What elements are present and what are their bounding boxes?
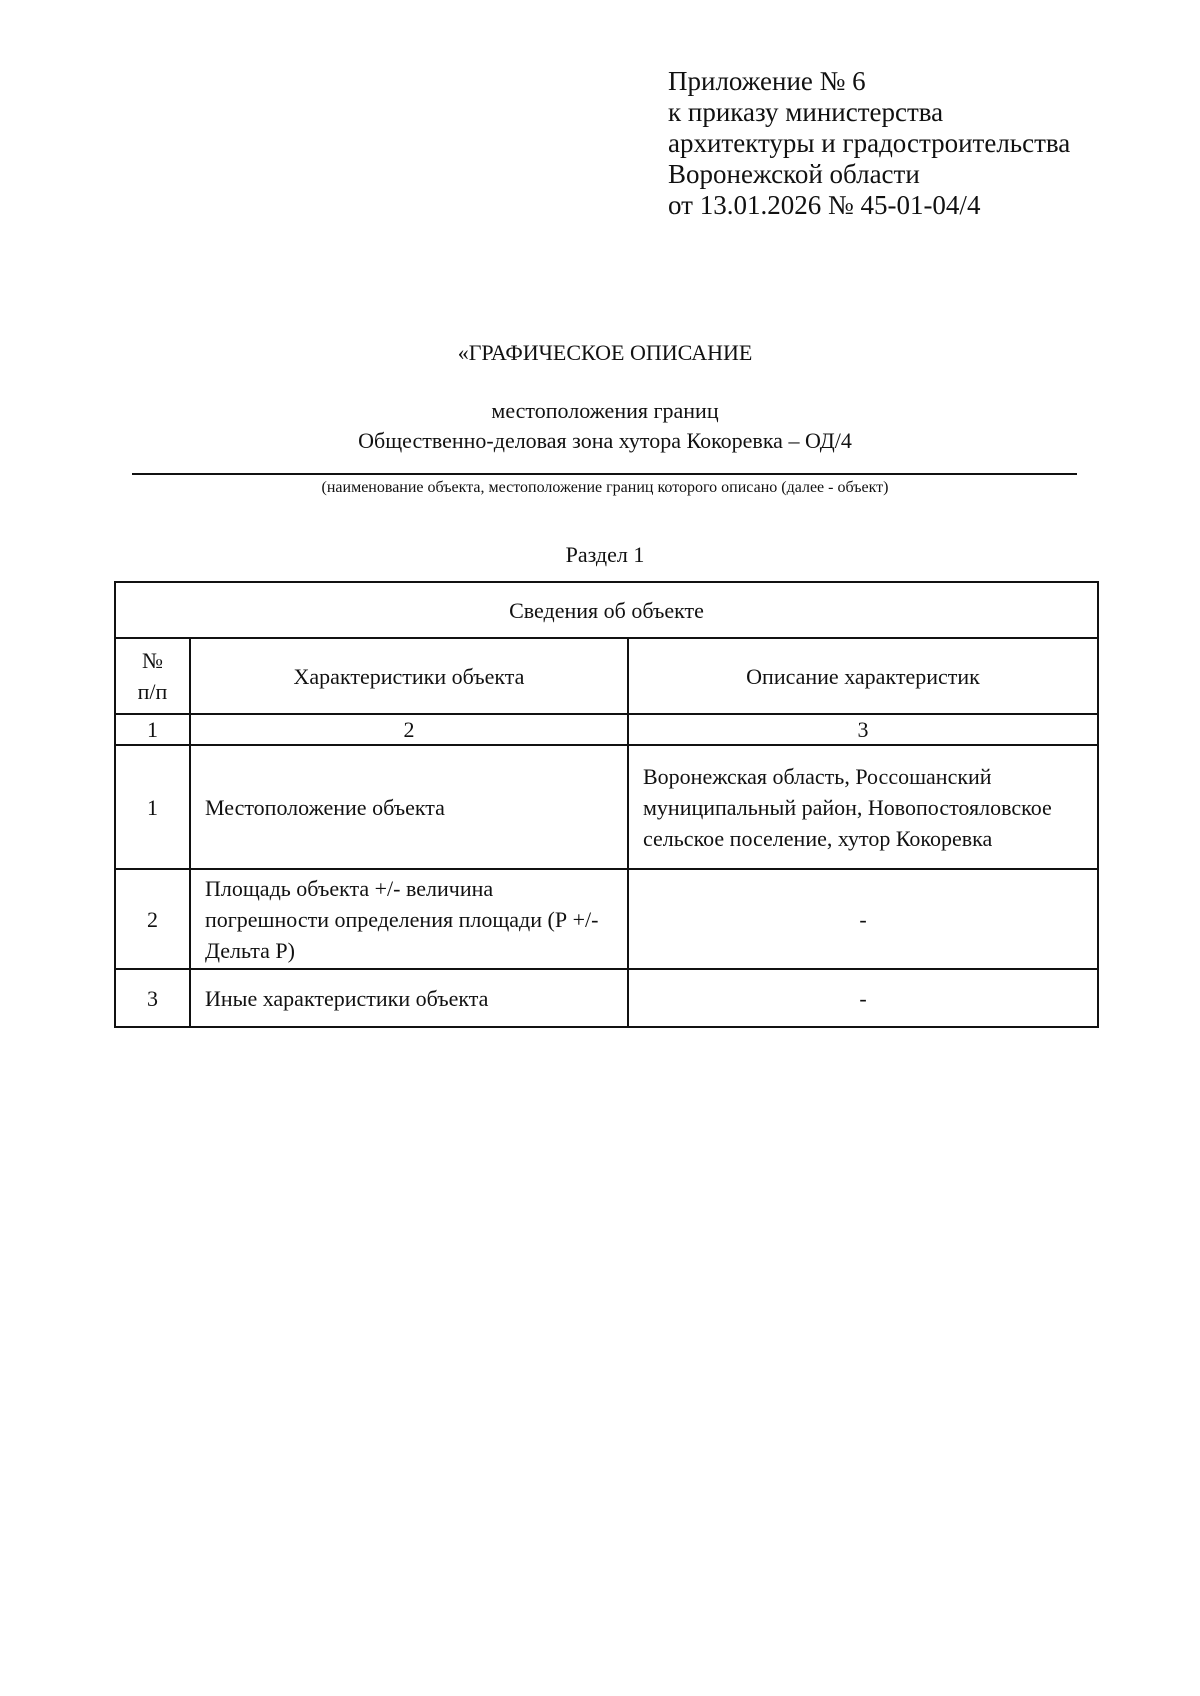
appendix-line: к приказу министерства <box>668 97 944 127</box>
row-description: Воронежская область, Россошанский муниципальный район, Новопостояловское сельское поселение, хутор Кокоревка <box>628 745 1098 869</box>
row-characteristic: Местоположение объекта <box>190 745 628 869</box>
row-characteristic: Иные характеристики объекта <box>190 969 628 1027</box>
table-caption: Сведения об объекте <box>115 582 1098 638</box>
header-description: Описание характеристик <box>628 638 1098 714</box>
document-title: «ГРАФИЧЕСКОЕ ОПИСАНИЕ <box>457 340 753 365</box>
header-characteristics: Характеристики объекта <box>190 638 628 714</box>
table-row <box>115 869 1098 969</box>
table-row <box>115 969 1098 1027</box>
document-subtitle <box>0 396 1200 456</box>
table-row <box>115 745 1098 869</box>
appendix-line: архитектуры и градостроительства <box>668 128 1071 158</box>
row-number: 3 <box>115 969 190 1027</box>
column-number: 1 <box>115 714 190 745</box>
underline-caption: (наименование объекта, местоположение границ которого описано (далее - объект) <box>321 479 889 496</box>
column-number: 3 <box>628 714 1098 745</box>
section-label: Раздел 1 <box>565 542 645 567</box>
column-number-row <box>115 714 1098 745</box>
subtitle-line: Общественно-деловая зона хутора Кокоревка – ОД/4 <box>358 428 852 453</box>
header-number <box>115 638 190 714</box>
header-number-line: п/п <box>137 679 168 704</box>
column-number: 2 <box>190 714 628 745</box>
object-info-table <box>114 581 1099 1028</box>
row-number: 2 <box>115 869 190 969</box>
appendix-line: Приложение № 6 <box>668 66 866 96</box>
underline-rule <box>132 473 1077 475</box>
row-description: - <box>628 969 1098 1027</box>
appendix-block <box>668 66 1070 221</box>
appendix-line: Воронежской области <box>668 159 920 189</box>
row-characteristic: Площадь объекта +/- величина погрешности определения площади (Р +/- Дельта Р) <box>190 869 628 969</box>
appendix-line: от 13.01.2026 № 45-01-04/4 <box>668 190 981 220</box>
header-number-line: № <box>142 648 163 673</box>
table-header-row <box>115 638 1098 714</box>
row-number: 1 <box>115 745 190 869</box>
subtitle-line: местоположения границ <box>491 398 719 423</box>
row-description: - <box>628 869 1098 969</box>
